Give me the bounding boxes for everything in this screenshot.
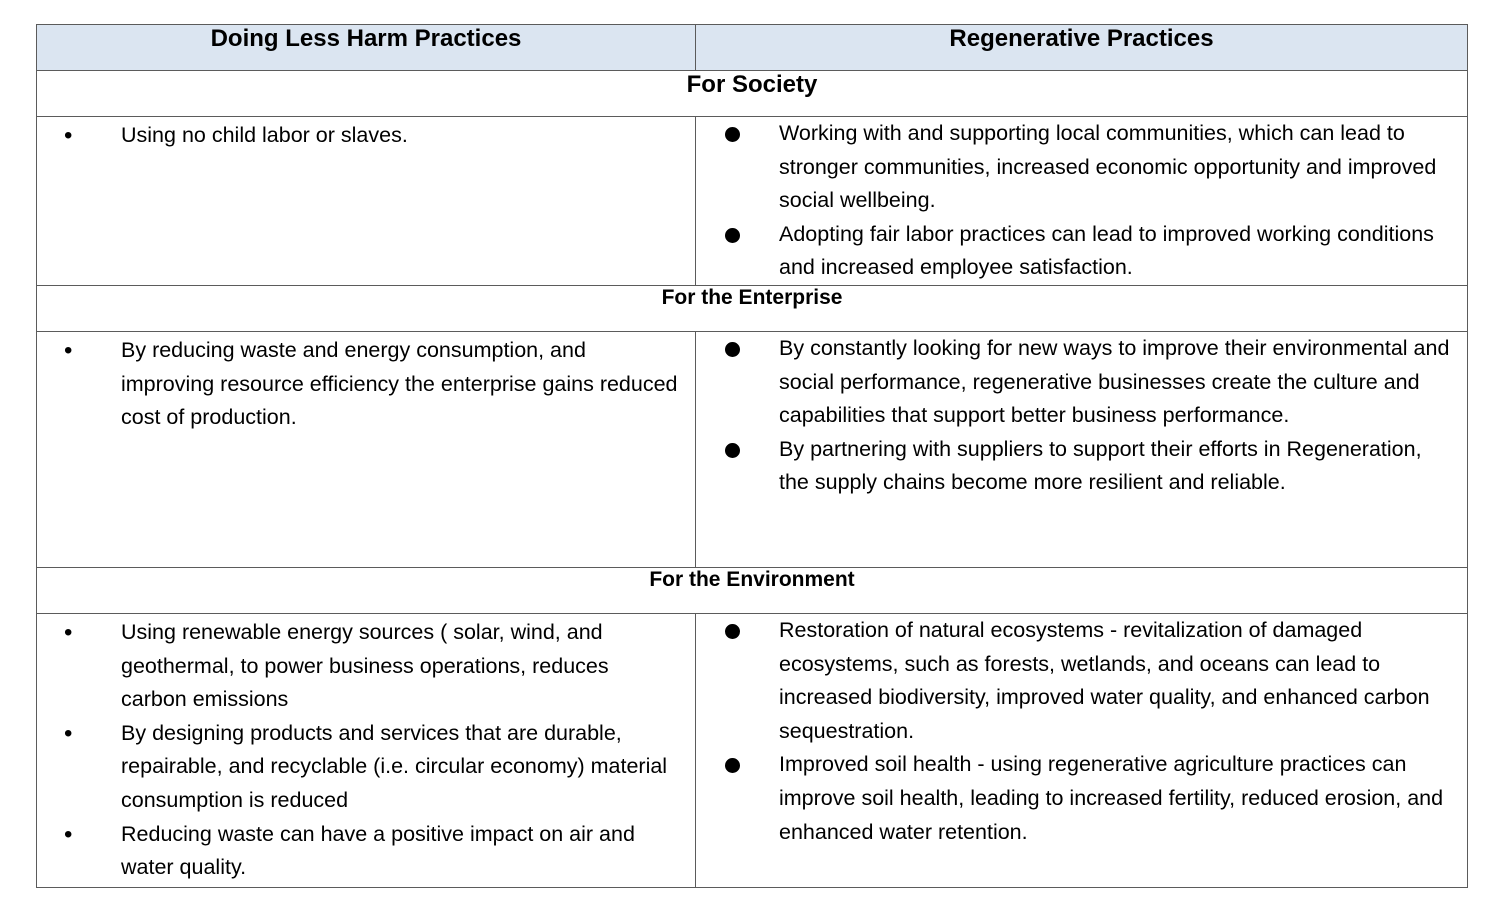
bullet-list [37, 614, 695, 885]
list-item: • Reducing waste can have a positive impact on air and water quality. [121, 818, 679, 885]
bullet-list [37, 117, 695, 153]
list-item: By partnering with suppliers to support their efforts in Regeneration, the supply chains become more resilient and reliable. [779, 433, 1453, 500]
cell-less-harm-society [37, 117, 696, 286]
bullet-list [37, 332, 695, 435]
bullet-list [696, 332, 1467, 500]
section-row-enterprise [37, 285, 1468, 331]
section-title-society: For Society [37, 71, 1468, 117]
section-title-enterprise: For the Enterprise [37, 285, 1468, 331]
column-header-doing-less-harm: Doing Less Harm Practices [37, 25, 696, 71]
list-item: Adopting fair labor practices can lead to improved working conditions and increased employee satisfaction. [779, 218, 1453, 285]
list-item: • By reducing waste and energy consumption, and improving resource efficiency the enterprise gains reduced cost of production. [121, 334, 679, 435]
list-item: • Using renewable energy sources ( solar, wind, and geothermal, to power business operations, reduces carbon emissions [121, 616, 679, 717]
section-row-society [37, 71, 1468, 117]
cell-regenerative-enterprise [696, 331, 1468, 567]
cell-regenerative-society [696, 117, 1468, 286]
section-row-environment [37, 567, 1468, 613]
header-row [37, 25, 1468, 71]
content-row-society [37, 117, 1468, 286]
list-item: Improved soil health - using regenerative agriculture practices can improve soil health, leading to increased fertility, reduced erosion, and enhanced water retention. [779, 748, 1453, 849]
bullet-list [696, 614, 1467, 849]
section-title-environment: For the Environment [37, 567, 1468, 613]
column-header-regenerative: Regenerative Practices [696, 25, 1468, 71]
cell-regenerative-environment [696, 613, 1468, 887]
practices-comparison-table [36, 24, 1468, 888]
cell-less-harm-environment [37, 613, 696, 887]
content-row-enterprise [37, 331, 1468, 567]
content-row-environment [37, 613, 1468, 887]
bullet-list [696, 117, 1467, 285]
list-item: Working with and supporting local communities, which can lead to stronger communities, increased economic opportunity and improved social wellbeing. [779, 117, 1453, 218]
list-item: • Using no child labor or slaves. [121, 119, 679, 153]
list-item: • By designing products and services that are durable, repairable, and recyclable (i.e. circular economy) material consumption is reduced [121, 717, 679, 818]
cell-less-harm-enterprise [37, 331, 696, 567]
list-item: Restoration of natural ecosystems - revitalization of damaged ecosystems, such as forests, wetlands, and oceans can lead to increased biodiversity, improved water quality, and enhanced carbon sequestration. [779, 614, 1453, 748]
list-item: By constantly looking for new ways to improve their environmental and social performance, regenerative businesses create the culture and capabilities that support better business performance. [779, 332, 1453, 433]
